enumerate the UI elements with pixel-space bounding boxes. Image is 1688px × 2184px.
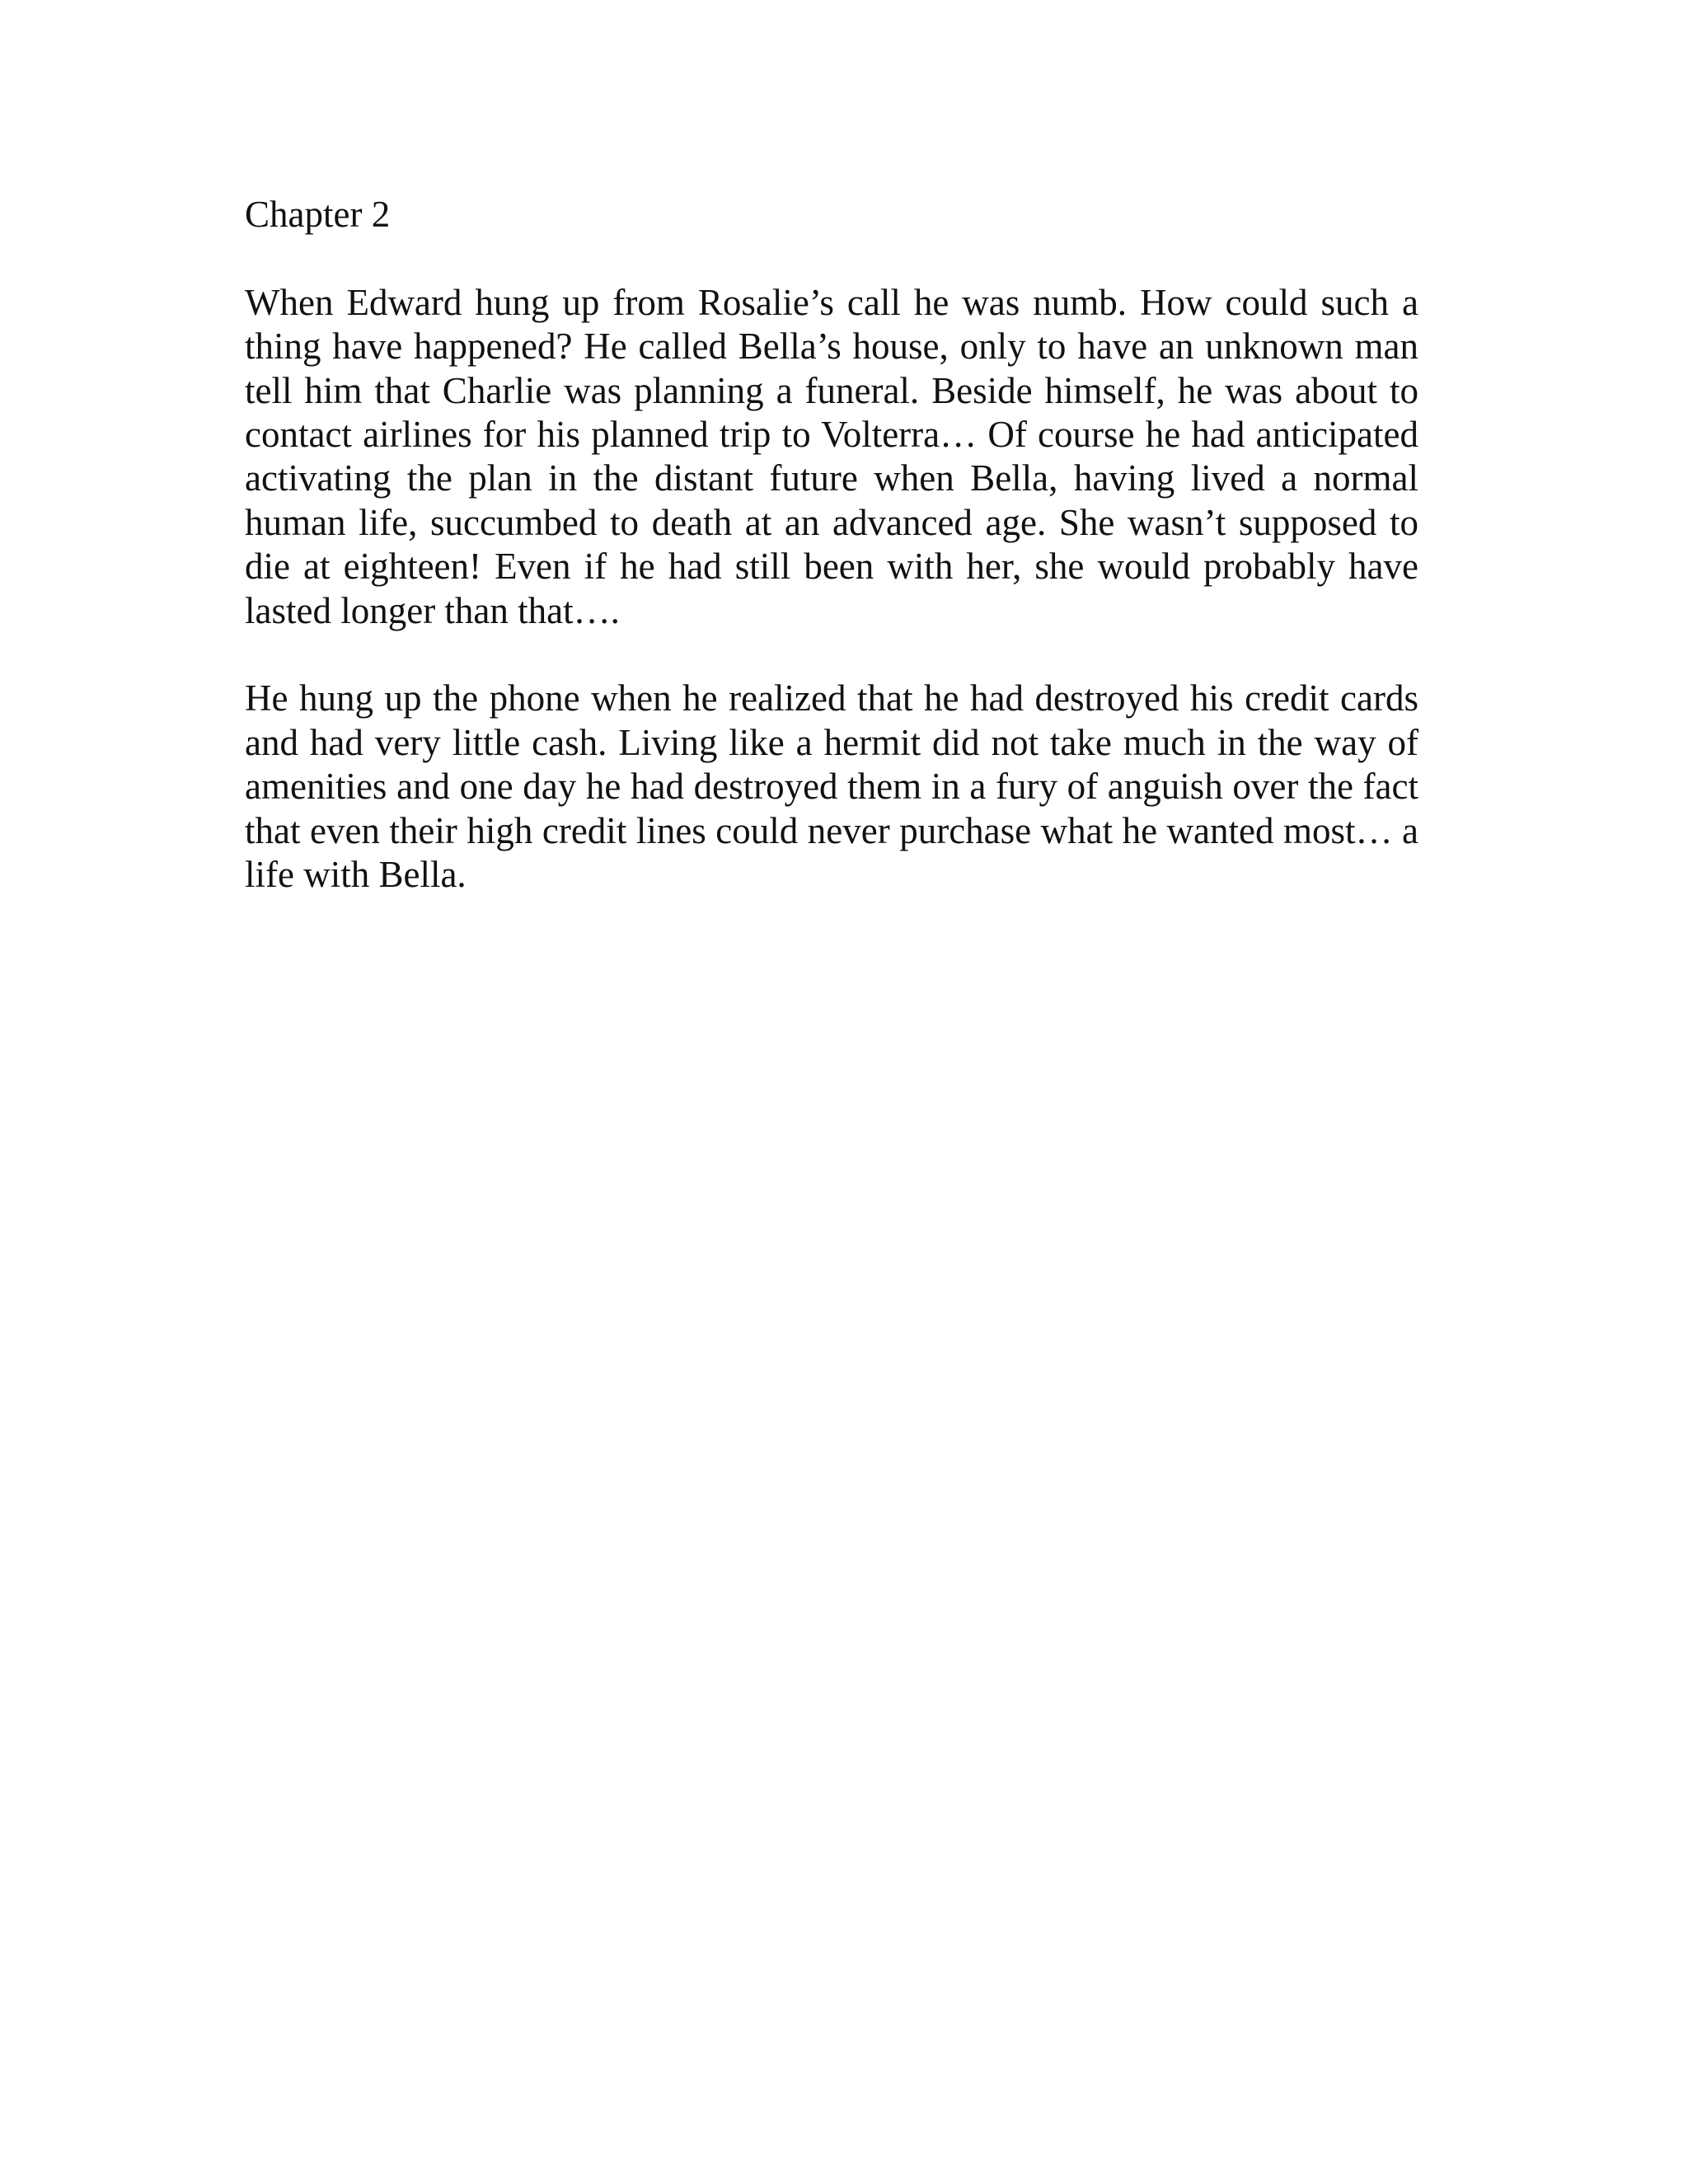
paragraph-2: He hung up the phone when he realized that he had destroyed his credit cards and had very little cash. Living like a hermit did not take much in the way of amenities and one day he had destroyed them in a fury of anguish over the fact that even their high credit lines could never purchase what he wanted most… a life with Bella. [245,677,1418,896]
chapter-title: Chapter 2 [245,194,391,235]
document-body [245,193,1418,941]
paragraph-1: When Edward hung up from Rosalie’s call he was numb. How could such a thing have happened? He called Bella’s house, only to have an unknown man tell him that Charlie was planning a funeral. Beside himself, he was about to contact airlines for his planned trip to Volterra… Of course he had anticipated activating the plan in the distant future when Bella, having lived a normal human life, succumbed to death at an advanced age. She wasn’t supposed to die at eighteen! Even if he had still been with her, she would probably have lasted longer than that…. [245,281,1418,631]
